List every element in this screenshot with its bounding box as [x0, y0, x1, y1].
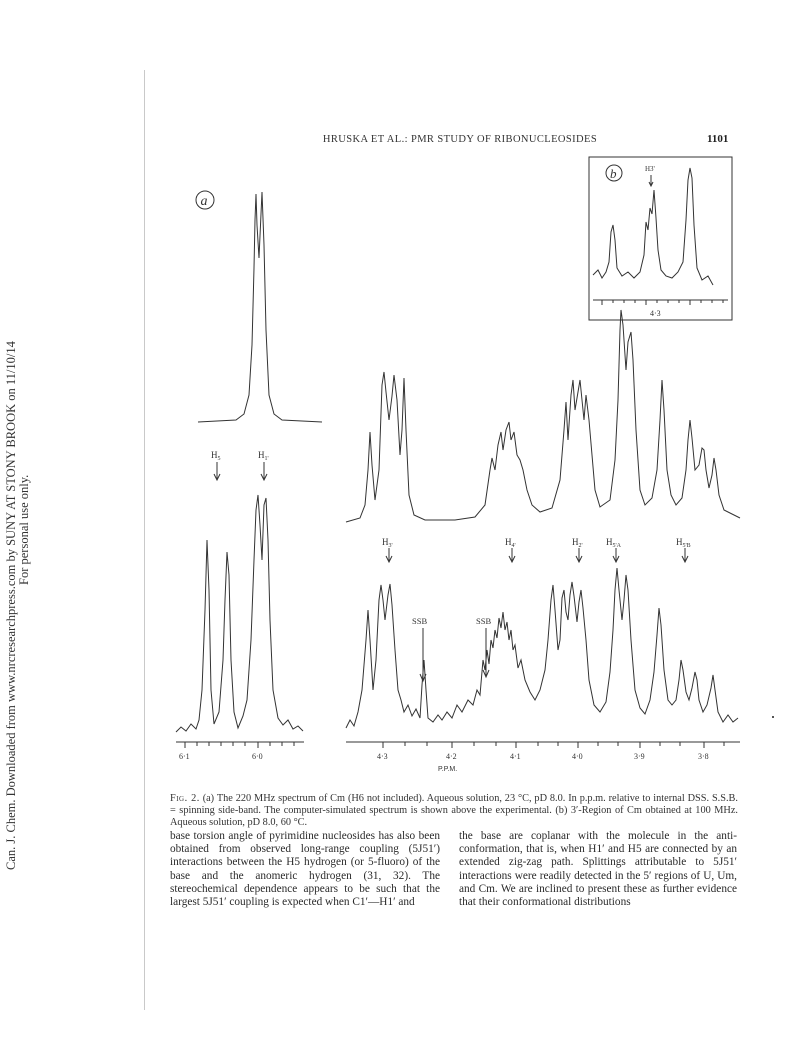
inset-axis — [593, 300, 728, 305]
h3-arrow — [386, 548, 392, 562]
h5-arrow — [214, 462, 220, 480]
inset-spectrum — [593, 168, 713, 285]
h4-label: $H_{4'}$ — [505, 537, 516, 549]
h1-arrow — [261, 462, 267, 480]
right-ppm-axis — [346, 742, 740, 748]
h4-arrow — [509, 548, 515, 562]
h3-label: $H_{3'}$ — [382, 537, 393, 549]
h5a-label: $H_{5'A}$ — [606, 537, 621, 549]
left-tick-label: 6·1 — [179, 752, 190, 761]
inset-arrow — [649, 175, 653, 186]
right-tick-label: 4·3 — [377, 752, 388, 761]
right-tick-label: 3·9 — [634, 752, 645, 761]
figure-caption — [170, 793, 738, 829]
axis-unit-label: P.P.M. — [438, 766, 458, 773]
ssb-label-1: SSB — [412, 616, 428, 626]
inset-tick-label: 4·3 — [650, 309, 661, 318]
left-ppm-axis — [176, 742, 304, 748]
panel-a-label: a — [200, 194, 208, 209]
h5b-label: $H_{5'B}$ — [676, 537, 691, 549]
h5a-arrow — [613, 548, 619, 562]
right-column-text: the base are coplanar with the molecule in the anti-conformation, that is, when H1′ and H5 are connected by an extended zig-zag path. Splittings attributable to 5J51′ interactions were readily detected in the 5′ regions of U, Um, and Cm. We are inclined to present these as further evidence that their conformational distributions — [459, 830, 737, 909]
page-speck — [772, 716, 774, 718]
h5b-arrow — [682, 548, 688, 562]
left-column-text: base torsion angle of pyrimidine nucleosides has also been obtained from observed long-range coupling (5J51′) interactions between the H5 hydrogen (or 5-fluoro) of the base and the anomeric hydrogen (31, 32). The stereochemical dependence appears to be such that the largest 5J51′ coupling is expected when C1′—H1′ and — [170, 830, 440, 909]
right-tick-label: 3·8 — [698, 752, 709, 761]
ssb-arrow-2 — [483, 628, 489, 677]
body-column-right — [459, 830, 737, 909]
ssb-label-2: SSB — [476, 616, 492, 626]
panel-b-label: b — [610, 166, 617, 181]
caption-text: (a) The 220 MHz spectrum of Cm (H6 not included). Aqueous solution, 23 °C, pD 8.0. In p.p.m. relative to internal DSS. S.S.B. = spinning side-band. The computer-simulated spectrum is shown above the experimental. (b) 3′-Region of Cm obtained at 100 MHz. Aqueous solution, pD 8.0, 60 °C. — [170, 793, 738, 828]
watermark-line-2: For personal use only. — [17, 474, 31, 585]
inset-peak-label: H3' — [645, 165, 655, 173]
h2-arrow — [576, 548, 582, 562]
right-tick-label: 4·0 — [572, 752, 583, 761]
left-experimental-spectrum — [176, 495, 303, 732]
h2-label: $H_{2'}$ — [572, 537, 583, 549]
watermark-line-1: Can. J. Chem. Downloaded from www.nrcresearchpress.com by SUNY AT STONY BROOK on 11/10/14 — [4, 341, 18, 870]
body-column-left — [170, 830, 440, 909]
right-tick-label: 4·2 — [446, 752, 457, 761]
caption-lead: Fig. 2. — [170, 793, 200, 804]
right-simulated-spectrum — [346, 310, 740, 522]
right-tick-label: 4·1 — [510, 752, 521, 761]
h5-label: $H_5$ — [211, 450, 221, 462]
right-experimental-spectrum — [346, 568, 738, 728]
left-tick-label: 6·0 — [252, 752, 263, 761]
h1-label: $H_{1'}$ — [258, 450, 269, 462]
left-simulated-spectrum — [198, 192, 322, 422]
running-header: HRUSKA ET AL.: PMR STUDY OF RIBONUCLEOSIDES — [322, 134, 598, 145]
page-number: 1101 — [707, 133, 729, 145]
